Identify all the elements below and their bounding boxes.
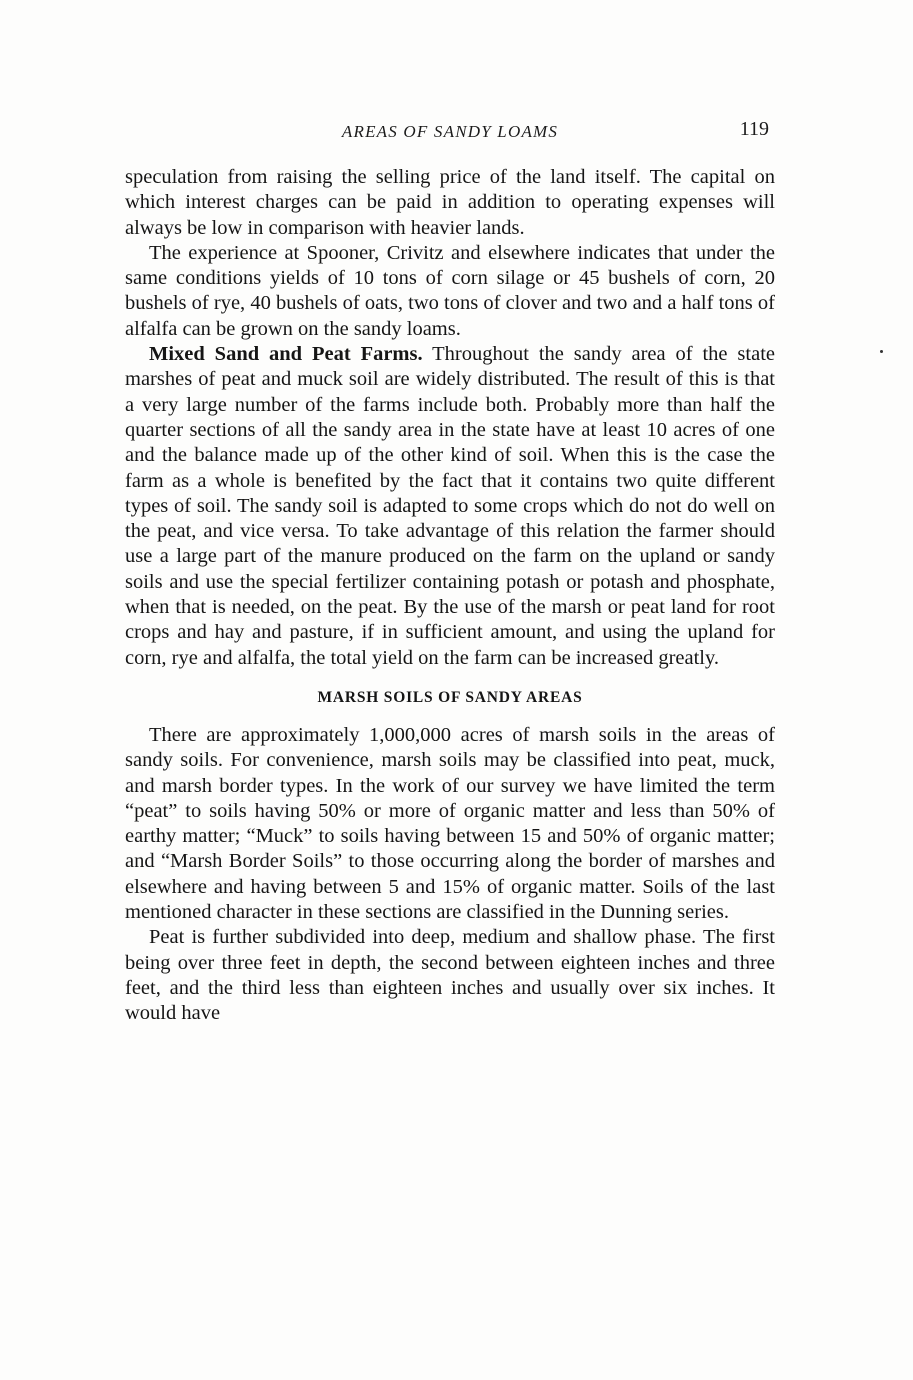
paragraph-marsh-acres: There are approximately 1,000,000 acres of marsh soils in the areas of sandy soils. For convenience, marsh soils may be classified into peat, muck, and marsh border types. In the work of our survey we have limited the term “peat” to soils having 50% or more of organic matter and less than 50% of earthy matter; “Muck” to soils having between 15 and 50% of organic matter; and “Marsh Border Soils” to those occurring along the border of marshes and elsewhere and having between 5 and 15% of organic matter. Soils of the last mentioned character in these sections are classified in the Dunning series. bbox=[125, 723, 775, 924]
paragraph-peat-phases: Peat is further subdivided into deep, medium and shallow phase. The first being over three feet in depth, the second between eighteen inches and three feet, and the third less than eighteen inches and usually over six inches. It would have bbox=[125, 926, 775, 1025]
paragraph-experience: The experience at Spooner, Crivitz and elsewhere indicates that under the same conditions yields of 10 tons of corn silage or 45 bushels of corn, 20 bushels of rye, 40 bushels of oats, two tons of clover and two and a half tons of alfalfa can be grown on the sandy loams. bbox=[125, 241, 775, 340]
page-number: 119 bbox=[739, 118, 769, 140]
run-in-heading-mixed-farms: Mixed Sand and Peat Farms. bbox=[149, 343, 423, 366]
paragraph-mixed-farms-text: Throughout the sandy area of the state marshes of peat and muck soil are widely distributed. The result of this is that a very large number of the farms include both. Probably more than half the quarter sections of all the sandy area in the state have at least 10 acres of one and the balance made up of the other kind of soil. When this is the case the farm as a whole is benefited by the fact that it contains two quite different types of soil. The sandy soil is adapted to some crops which do not do well on the peat, and vice versa. To take advantage of this relation the farmer should use a large part of the manure produced on the farm on the upland or sandy soils and use the special fertilizer containing potash or potash and phosphate, when that is needed, on the peat. By the use of the marsh or peat land for root crops and hay and pasture, if in sufficient amount, and using the upland for corn, rye and alfalfa, the total yield on the farm can be increased greatly. bbox=[125, 343, 775, 669]
section-heading: MARSH SOILS OF SANDY AREAS bbox=[317, 688, 583, 706]
running-head: AREAS OF SANDY LOAMS bbox=[341, 122, 559, 141]
page-header bbox=[125, 118, 775, 146]
paragraph-speculation: speculation from raising the selling price of the land itself. The capital on which interest charges can be paid in addition to operating expenses will always be low in comparison with heavier lands. bbox=[125, 166, 775, 239]
paragraph-mixed-farms bbox=[125, 342, 775, 671]
paper-speck bbox=[880, 350, 883, 353]
body-text bbox=[125, 165, 775, 1027]
